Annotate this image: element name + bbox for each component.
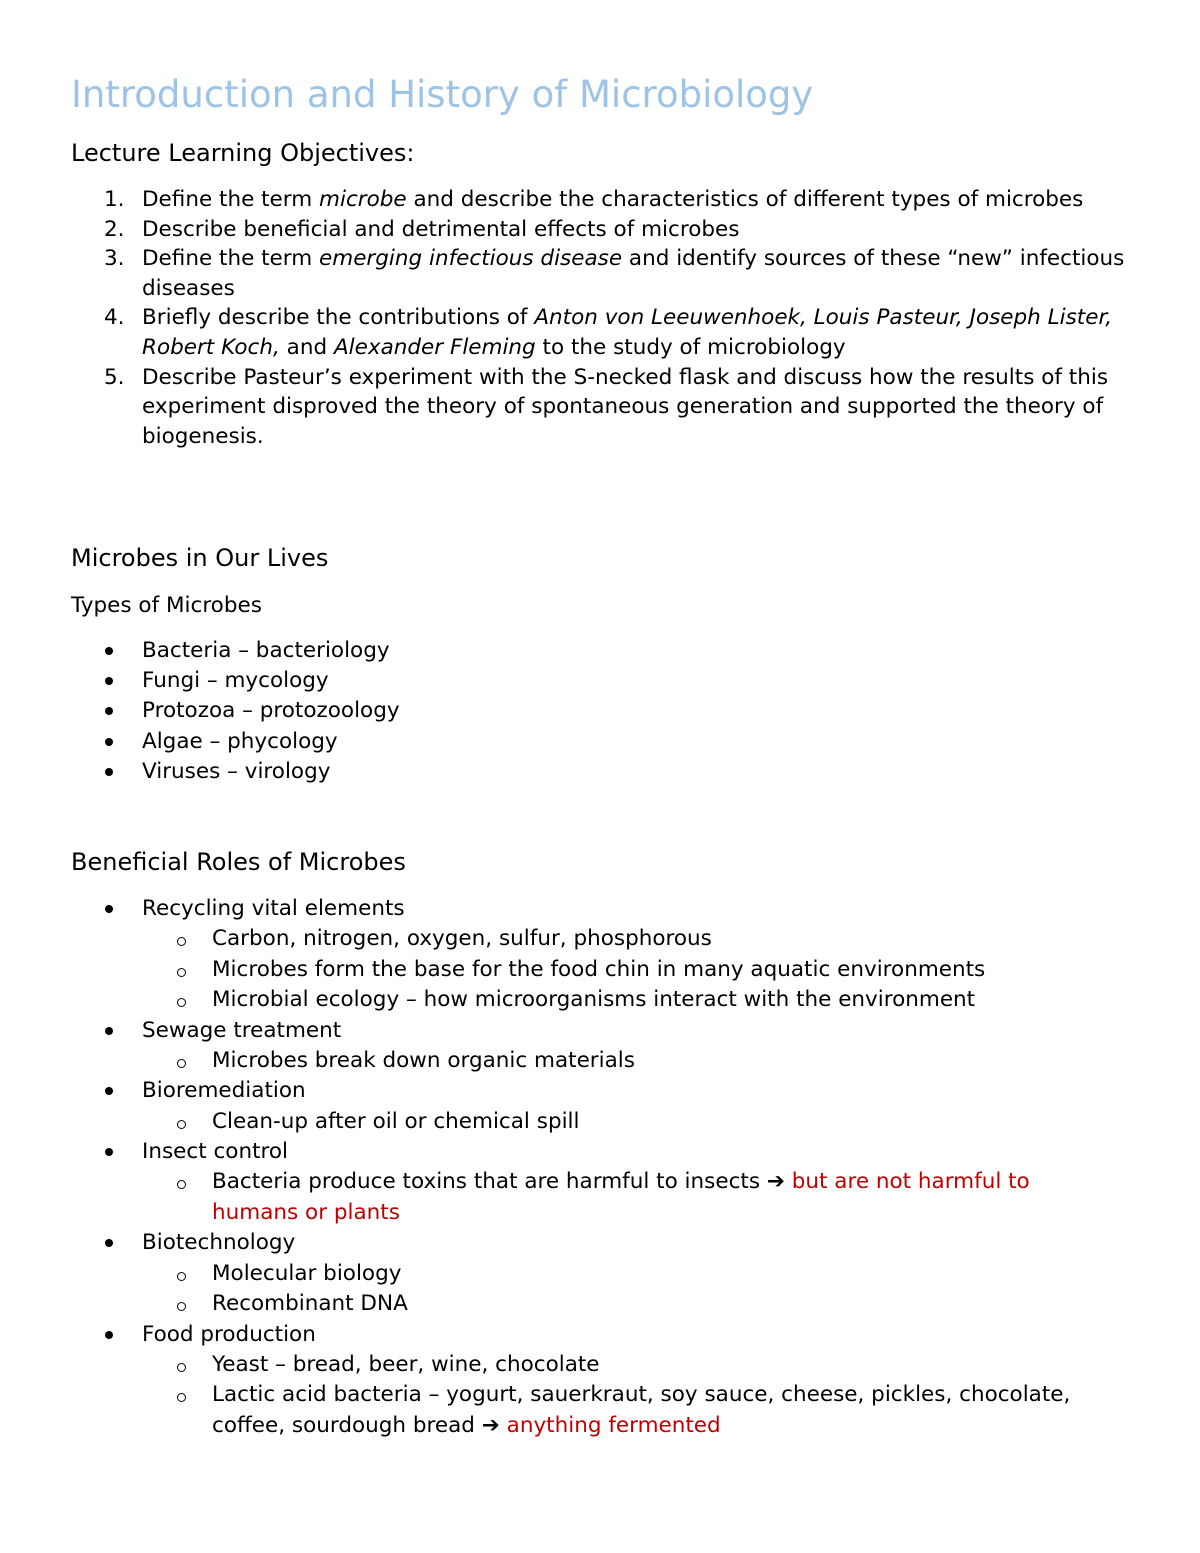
list-item: Biotechnology Molecular biology Recombinant DNA <box>0 1228 1140 1319</box>
sub-bullet-icon <box>177 998 186 1007</box>
bullet-icon <box>105 768 113 776</box>
objective-number: 4. <box>104 305 125 331</box>
objectives-heading: Lecture Learning Objectives: <box>71 139 415 167</box>
list-item: Sewage treatment Microbes break down organic materials <box>0 1016 1140 1077</box>
sub-bullet-icon <box>177 968 186 977</box>
bullet-icon <box>105 1331 113 1339</box>
microbes-heading: Microbes in Our Lives <box>71 544 329 572</box>
sub-list <box>142 924 1140 1016</box>
bullet-icon <box>105 647 113 655</box>
sub-list <box>142 1046 1140 1077</box>
beneficial-roles-list <box>0 894 1140 1441</box>
sub-list <box>142 1107 1140 1138</box>
list-item: Bacteria – bacteriology <box>0 636 1140 666</box>
list-item: Food production Yeast – bread, beer, wine, chocolate Lactic acid bacteria – yogurt, sauerkraut, soy sauce, cheese, pickles, chocolate, coffee, sourdough bread ➔ anything fermented <box>0 1320 1140 1442</box>
bullet-icon <box>105 738 113 746</box>
bullet-icon <box>105 1239 113 1247</box>
sub-list-item: Bacteria produce toxins that are harmful to insects ➔ but are not harmful to humans or plants <box>142 1167 1140 1228</box>
sub-bullet-icon <box>177 1059 186 1068</box>
sub-list-item: Lactic acid bacteria – yogurt, sauerkraut, soy sauce, cheese, pickles, chocolate, coffee, sourdough bread ➔ anything fermented <box>142 1380 1140 1441</box>
list-item: Recycling vital elements Carbon, nitrogen, oxygen, sulfur, phosphorous Microbes form the base for the food chin in many aquatic environments Microbial ecology – how microorganisms interact with the environment <box>0 894 1140 1016</box>
list-item: Bioremediation Clean-up after oil or chemical spill <box>0 1076 1140 1137</box>
bullet-icon <box>105 707 113 715</box>
list-item: Viruses – virology <box>0 757 1140 787</box>
sub-list-item: Carbon, nitrogen, oxygen, sulfur, phosphorous <box>142 924 1140 955</box>
sub-bullet-icon <box>177 1302 186 1311</box>
sub-list <box>142 1350 1140 1442</box>
document-title: Introduction and History of Microbiology <box>71 73 814 116</box>
sub-list <box>142 1259 1140 1320</box>
beneficial-heading: Beneficial Roles of Microbes <box>71 848 406 876</box>
arrow-icon: ➔ <box>766 1169 785 1195</box>
highlight-text: but are not harmful to humans or plants <box>212 1169 1030 1225</box>
sub-bullet-icon <box>177 1393 186 1402</box>
list-item: Protozoa – protozoology <box>0 696 1140 726</box>
list-item: Insect control Bacteria produce toxins that are harmful to insects ➔ but are not harmful to humans or plants <box>0 1137 1140 1228</box>
types-subheading: Types of Microbes <box>71 593 262 618</box>
objective-number: 1. <box>104 187 125 212</box>
sub-bullet-icon <box>177 1180 186 1189</box>
sub-bullet-icon <box>177 1272 186 1281</box>
bullet-icon <box>105 1027 113 1035</box>
objective-item: 1. Define the term microbe and describe the characteristics of different types of microbes <box>0 185 1140 215</box>
objective-number: 2. <box>104 216 125 242</box>
objective-number: 3. <box>104 246 125 272</box>
sub-bullet-icon <box>177 1363 186 1372</box>
arrow-icon: ➔ <box>481 1412 500 1438</box>
sub-list-item: Yeast – bread, beer, wine, chocolate <box>142 1350 1140 1381</box>
objective-item: 3. Define the term emerging infectious disease and identify sources of these “new” infectious diseases <box>104 246 1125 301</box>
list-item: Fungi – mycology <box>0 666 1140 696</box>
highlight-text: anything fermented <box>506 1412 721 1438</box>
bullet-icon <box>105 1148 113 1156</box>
sub-list-item: Molecular biology <box>142 1259 1140 1290</box>
list-item: Algae – phycology <box>0 727 1140 757</box>
objectives-list <box>0 185 1140 451</box>
objective-item: 5. Describe Pasteur’s experiment with the S-necked flask and discuss how the results of this experiment disproved the theory of spontaneous generation and supported the theory of biogenesis. <box>104 364 1109 449</box>
microbe-types-list <box>0 636 1140 787</box>
sub-list-item: Recombinant DNA <box>142 1289 1140 1320</box>
sub-list-item: Microbes break down organic materials <box>142 1046 1140 1077</box>
sub-list <box>142 1167 1140 1228</box>
sub-list-item: Microbes form the base for the food chin in many aquatic environments <box>142 955 1140 986</box>
sub-list-item: Microbial ecology – how microorganisms interact with the environment <box>142 985 1140 1016</box>
sub-bullet-icon <box>177 937 186 946</box>
objective-number: 5. <box>104 364 125 390</box>
sub-list-item: Clean-up after oil or chemical spill <box>142 1107 1140 1138</box>
bullet-icon <box>105 905 113 913</box>
bullet-icon <box>105 1087 113 1095</box>
sub-bullet-icon <box>177 1120 186 1129</box>
objective-item: 2. Describe beneficial and detrimental effects of microbes <box>0 215 1140 245</box>
objective-item: 4. Briefly describe the contributions of Anton von Leeuwenhoek, Louis Pasteur, Joseph Lister, Robert Koch, and Alexander Fleming to the study of microbiology <box>104 305 1113 360</box>
bullet-icon <box>105 677 113 685</box>
